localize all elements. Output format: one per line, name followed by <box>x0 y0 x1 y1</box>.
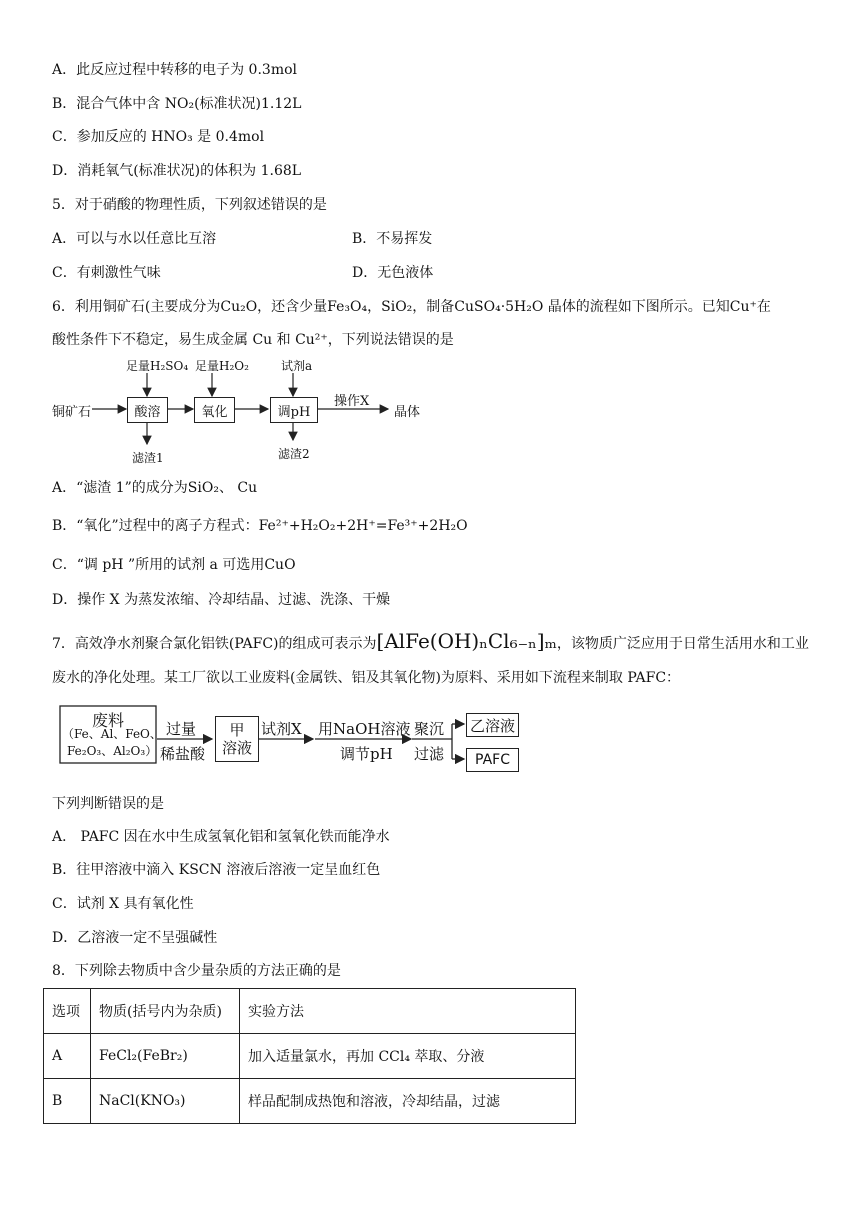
q6-flow-residue1: 滤渣1 <box>132 451 164 465</box>
q6-flow-start: 铜矿石 <box>52 405 92 420</box>
row-a-substance: FeCl₂(FeBr₂) <box>91 1034 240 1079</box>
q6-option-a: A．“滤渣 1”的成分为SiO₂、 Cu <box>52 480 258 496</box>
q7-waste-line2: Fe₂O₃、Al₂O₃） <box>67 744 158 758</box>
q7-option-c: C．试剂 X 具有氧化性 <box>52 896 194 912</box>
q6-option-c: C．“调 pH ”所用的试剂 a 可选用CuO <box>52 557 296 573</box>
row-b-method: 样品配制成热饱和溶液，冷却结晶，过滤 <box>240 1079 576 1124</box>
q6-flow-box-oxidize: 氧化 <box>194 397 235 423</box>
q7-arrow2-top: 试剂X <box>261 720 302 738</box>
q7-judge: 下列判断错误的是 <box>52 796 164 812</box>
q6-flow-reagent3: 试剂a <box>281 359 313 373</box>
q7-arrow1-bottom: 稀盐酸 <box>160 745 206 763</box>
q7-box-a-line1: 甲 <box>229 721 245 739</box>
q6-flow-reagent2: 足量H₂O₂ <box>195 359 249 373</box>
q8-table <box>43 988 576 1124</box>
q7-out-solution-b: 乙溶液 <box>466 713 519 737</box>
q6-option-b: B．“氧化”过程中的离子方程式：Fe²⁺+H₂O₂+2H⁺=Fe³⁺+2H₂O <box>52 518 468 534</box>
q7-box-solution-a <box>215 716 259 762</box>
q5-stem: 5．对于硝酸的物理性质，下列叙述错误的是 <box>52 197 327 213</box>
q6-flow-box-acid: 酸溶 <box>127 397 168 423</box>
table-row <box>44 1034 576 1079</box>
q7-arrow3-top: 用NaOH溶液 <box>318 720 411 738</box>
q6-flow-operation: 操作X <box>334 394 370 409</box>
q7-arrow4-bottom: 过滤 <box>414 745 445 763</box>
q6-stem-line1: 6．利用铜矿石(主要成分为Cu₂O，还含少量Fe₃O₄，SiO₂，制备CuSO₄·5H₂O 晶体的流程如下图所示。已知Cu⁺在 <box>52 299 771 315</box>
q6-option-d: D．操作 X 为蒸发浓缩、冷却结晶、过滤、洗涤、干燥 <box>52 592 391 608</box>
q5-option-c: C．有刺激性气味 <box>52 265 161 281</box>
q6-stem-line2: 酸性条件下不稳定，易生成金属 Cu 和 Cu²⁺，下列说法错误的是 <box>52 332 454 348</box>
q7-arrow3-bottom: 调节pH <box>340 745 393 763</box>
q6-flow-residue2: 滤渣2 <box>278 447 310 461</box>
q5-option-b: B．不易挥发 <box>352 231 433 247</box>
header-method: 实验方法 <box>240 989 576 1034</box>
q7-stem-prefix: 7．高效净水剂聚合氯化铝铁(PAFC)的组成可表示为 <box>52 636 377 652</box>
q7-waste-title: 废料 <box>92 711 125 730</box>
q5-option-a: A．可以与水以任意比互溶 <box>52 231 217 247</box>
q4-option-a: A．此反应过程中转移的电子为 0.3mol <box>52 62 298 78</box>
header-option: 选项 <box>44 989 91 1034</box>
q6-flow-end: 晶体 <box>394 405 421 420</box>
table-row <box>44 1079 576 1124</box>
q7-stem-suffix: ，该物质广泛应用于日常生活用水和工业 <box>556 636 809 652</box>
q7-arrow4-top: 聚沉 <box>414 720 445 738</box>
q7-waste-line1: （Fe、Al、FeO、 <box>62 727 162 741</box>
q7-out-pafc: PAFC <box>466 748 519 772</box>
q4-option-d: D．消耗氧气(标准状况)的体积为 1.68L <box>52 163 302 179</box>
row-b-option: B <box>44 1079 91 1124</box>
q7-option-b: B．往甲溶液中滴入 KSCN 溶液后溶液一定呈血红色 <box>52 862 381 878</box>
q7-box-a-line2: 溶液 <box>221 739 252 757</box>
q8-stem: 8．下列除去物质中含少量杂质的方法正确的是 <box>52 963 341 979</box>
row-b-substance: NaCl(KNO₃) <box>91 1079 240 1124</box>
q4-option-c: C．参加反应的 HNO₃ 是 0.4mol <box>52 129 265 145</box>
q4-option-b: B．混合气体中含 NO₂(标准状况)1.12L <box>52 96 302 112</box>
q6-flow-box-ph: 调pH <box>270 397 318 423</box>
q6-flow-reagent1: 足量H₂SO₄ <box>126 359 189 373</box>
q7-stem-line2: 废水的净化处理。某工厂欲以工业废料(金属铁、铝及其氧化物)为原料、采用如下流程来制取 PAFC： <box>52 670 681 686</box>
row-a-option: A <box>44 1034 91 1079</box>
table-header-row <box>44 989 576 1034</box>
q7-formula: [AlFe(OH)ₙCl₆₋ₙ]ₘ <box>376 629 557 653</box>
q7-option-d: D．乙溶液一定不呈强碱性 <box>52 930 218 946</box>
q7-arrow1-top: 过量 <box>166 720 197 738</box>
q7-option-a: A． PAFC 因在水中生成氢氧化铝和氢氧化铁而能净水 <box>52 829 390 845</box>
row-a-method: 加入适量氯水，再加 CCl₄ 萃取、分液 <box>240 1034 576 1079</box>
header-substance: 物质(括号内为杂质) <box>91 989 240 1034</box>
q5-option-d: D．无色液体 <box>352 265 434 281</box>
